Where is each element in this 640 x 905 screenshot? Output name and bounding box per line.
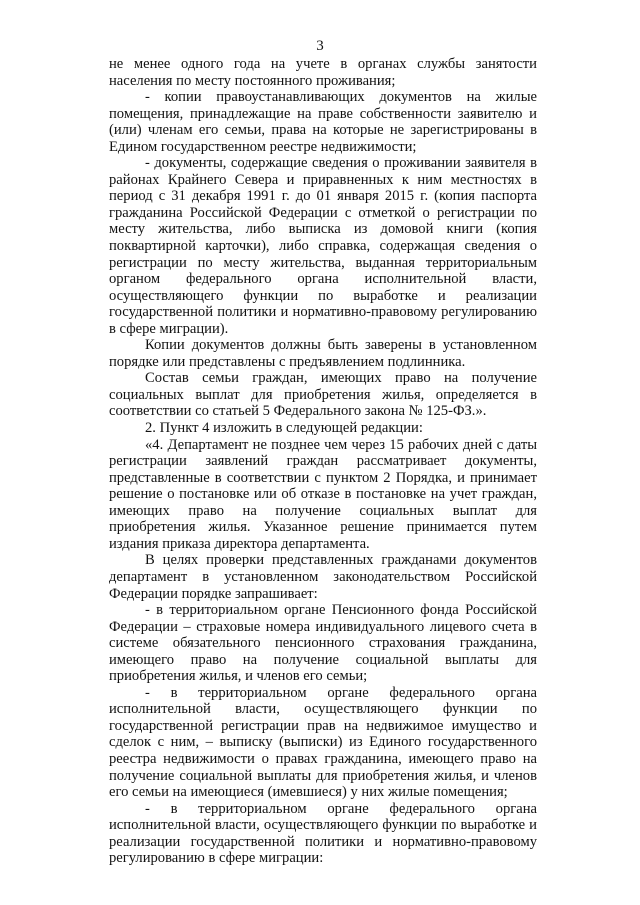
paragraph: - в территориальном органе федерального органа исполнительной власти, осуществляющего функции по выработке и реализации государственной политики и нормативно-правовому регулированию в сфере миграции: [109,800,537,867]
page-number: 3 [316,38,324,54]
paragraph: Копии документов должны быть заверены в установленном порядке или представлены с предъявлением подлинника. [109,337,537,370]
paragraph: - копии правоустанавливающих документов на жилые помещения, принадлежащие на праве собственности заявителю и (или) членам его семьи, права на которые не зарегистрированы в Едином государственном реестре недвижимости; [109,89,537,155]
paragraph: 2. Пункт 4 изложить в следующей редакции: [145,420,423,437]
paragraph: В целях проверки представленных гражданами документов департамент в установленном законодательством Российской Федерации порядке запрашивает: [109,552,537,602]
paragraph: - документы, содержащие сведения о проживании заявителя в районах Крайнего Севера и приравненных к ним местностях в период с 31 декабря 1991 г. до 01 января 2015 г. (копия паспорта гражданина Российской Федерации с отметкой о регистрации по месту жительства, либо выписка из домовой книги (копия поквартирной карточки), либо справка, содержащая сведения о регистрации по месту жительства, выданная территориальным органом федерального органа исполнительной власти, осуществляющего функции по выработке и реализации государственной политики и нормативно-правовому регулированию в сфере миграции). [109,155,537,337]
paragraph: - в территориальном органе Пенсионного фонда Российской Федерации – страховые номера индивидуального лицевого счета в системе обязательного пенсионного страхования гражданина, имеющего право на получение социальной выплаты для приобретения жилья, и членов его семьи; [109,602,537,685]
document-body [109,56,537,867]
paragraph: Состав семьи граждан, имеющих право на получение социальных выплат для приобретения жилья, определяется в соответствии со статьей 5 Федерального закона № 125-ФЗ.». [109,370,537,420]
paragraph: «4. Департамент не позднее чем через 15 рабочих дней с даты регистрации заявлений граждан рассматривает документы, представленные в соответствии с пунктом 2 Порядка, и принимает решение о постановке или об отказе в постановке на учет граждан, имеющих право на получение социальных выплат для приобретения жилья. Указанное решение принимается путем издания приказа директора департамента. [109,436,537,552]
paragraph: - в территориальном органе федерального органа исполнительной власти, осуществляющего функции по государственной регистрации прав на недвижимое имущество и сделок с ним, – выписку (выписки) из Единого государственного реестра недвижимости о правах гражданина, имеющего право на получение социальной выплаты для приобретения жилья, и членов его семьи на имеющиеся (имевшиеся) у них жилые помещения; [109,684,537,801]
paragraph: не менее одного года на учете в органах службы занятости населения по месту постоянного проживания; [109,56,537,89]
